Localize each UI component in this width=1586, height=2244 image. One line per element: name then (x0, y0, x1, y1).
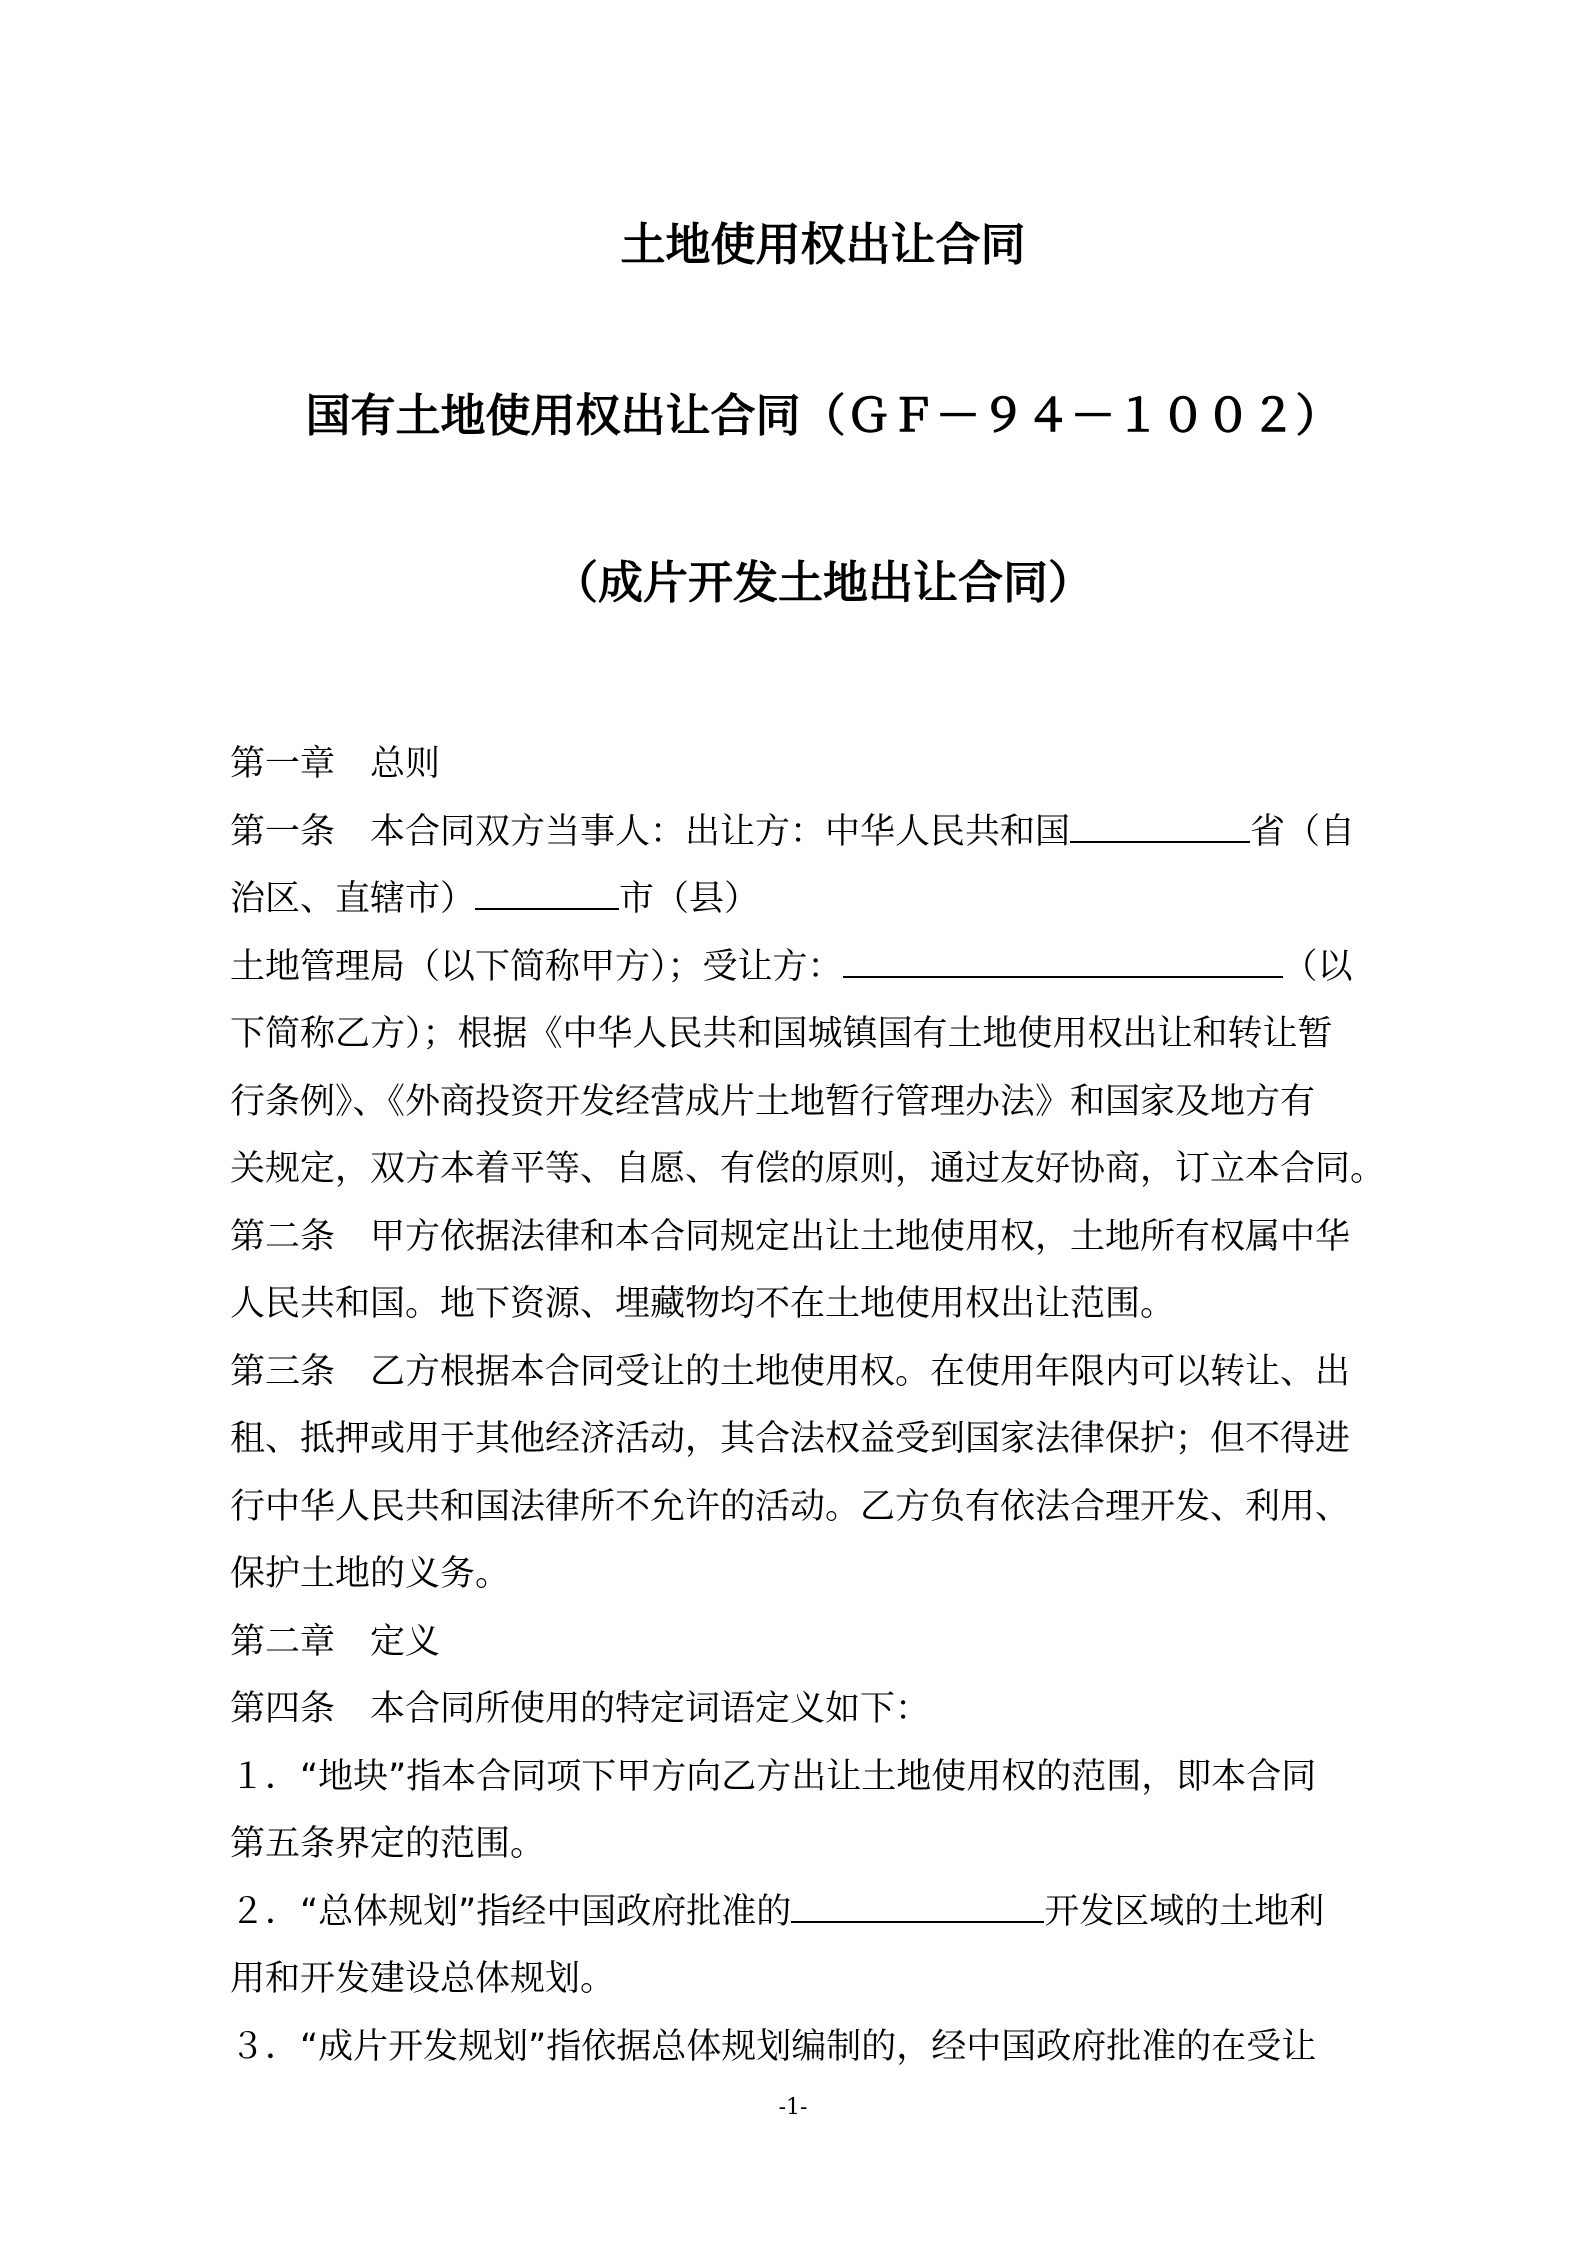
body-line: １．“地块”指本合同项下甲方向乙方出让土地使用权的范围，即本合同 (230, 1756, 1317, 1797)
body-line: 治区、直辖市） 市（县） (230, 866, 1430, 934)
page-number: -1- (778, 2095, 808, 2120)
document-subtitle: 国有土地使用权出让合同（ＧＦ－９４－１００２） (305, 389, 1341, 442)
chapter-heading: 第二章 定义 (230, 1621, 441, 1662)
body-line: 第三条 乙方根据本合同受让的土地使用权。在使用年限内可以转让、出 (230, 1351, 1351, 1392)
body-line: 人民共和国。地下资源、埋藏物均不在土地使用权出让范围。 (230, 1284, 1176, 1324)
fill-blank (1070, 805, 1250, 843)
chapter-heading: 第一章 总则 (230, 744, 441, 784)
fill-blank (843, 940, 1283, 978)
body-line: 第二条 甲方依据法律和本合同规定出让土地使用权，土地所有权属中华 (230, 1216, 1351, 1257)
body-line: 关规定，双方本着平等、自愿、有偿的原则，通过友好协商，订立本合同。 (230, 1149, 1386, 1189)
fill-blank (791, 1885, 1044, 1923)
document-body (230, 731, 1430, 2081)
document-title: 土地使用权出让合同 (620, 218, 1026, 271)
body-line: 第四条 本合同所使用的特定词语定义如下： (230, 1689, 931, 1729)
body-line: 行中华人民共和国法律所不允许的活动。乙方负有依法合理开发、利用、 (230, 1486, 1351, 1527)
body-line: ３．“成片开发规划”指依据总体规划编制的，经中国政府批准的在受让 (230, 2026, 1317, 2067)
body-line: 租、抵押或用于其他经济活动，其合法权益受到国家法律保护；但不得进 (230, 1419, 1351, 1459)
body-line: 保护土地的义务。 (230, 1554, 511, 1594)
body-line: 用和开发建设总体规划。 (230, 1959, 616, 1999)
body-line: 第一条 本合同双方当事人：出让方：中华人民共和国 省（自 (230, 799, 1430, 867)
body-line: 第五条界定的范围。 (230, 1824, 546, 1864)
body-line: 下简称乙方）；根据《中华人民共和国城镇国有土地使用权出让和转让暂 (230, 1014, 1333, 1054)
fill-blank (475, 872, 619, 910)
body-line: 土地管理局（以下简称甲方）；受让方： （以 (230, 934, 1430, 1002)
body-line: ２．“总体规划”指经中国政府批准的 开发区域的土地利 (230, 1879, 1430, 1947)
document-subtitle-note: （成片开发土地出让合同） (552, 556, 1093, 609)
body-line: 行条例》、《外商投资开发经营成片土地暂行管理办法》和国家及地方有 (230, 1081, 1316, 1122)
